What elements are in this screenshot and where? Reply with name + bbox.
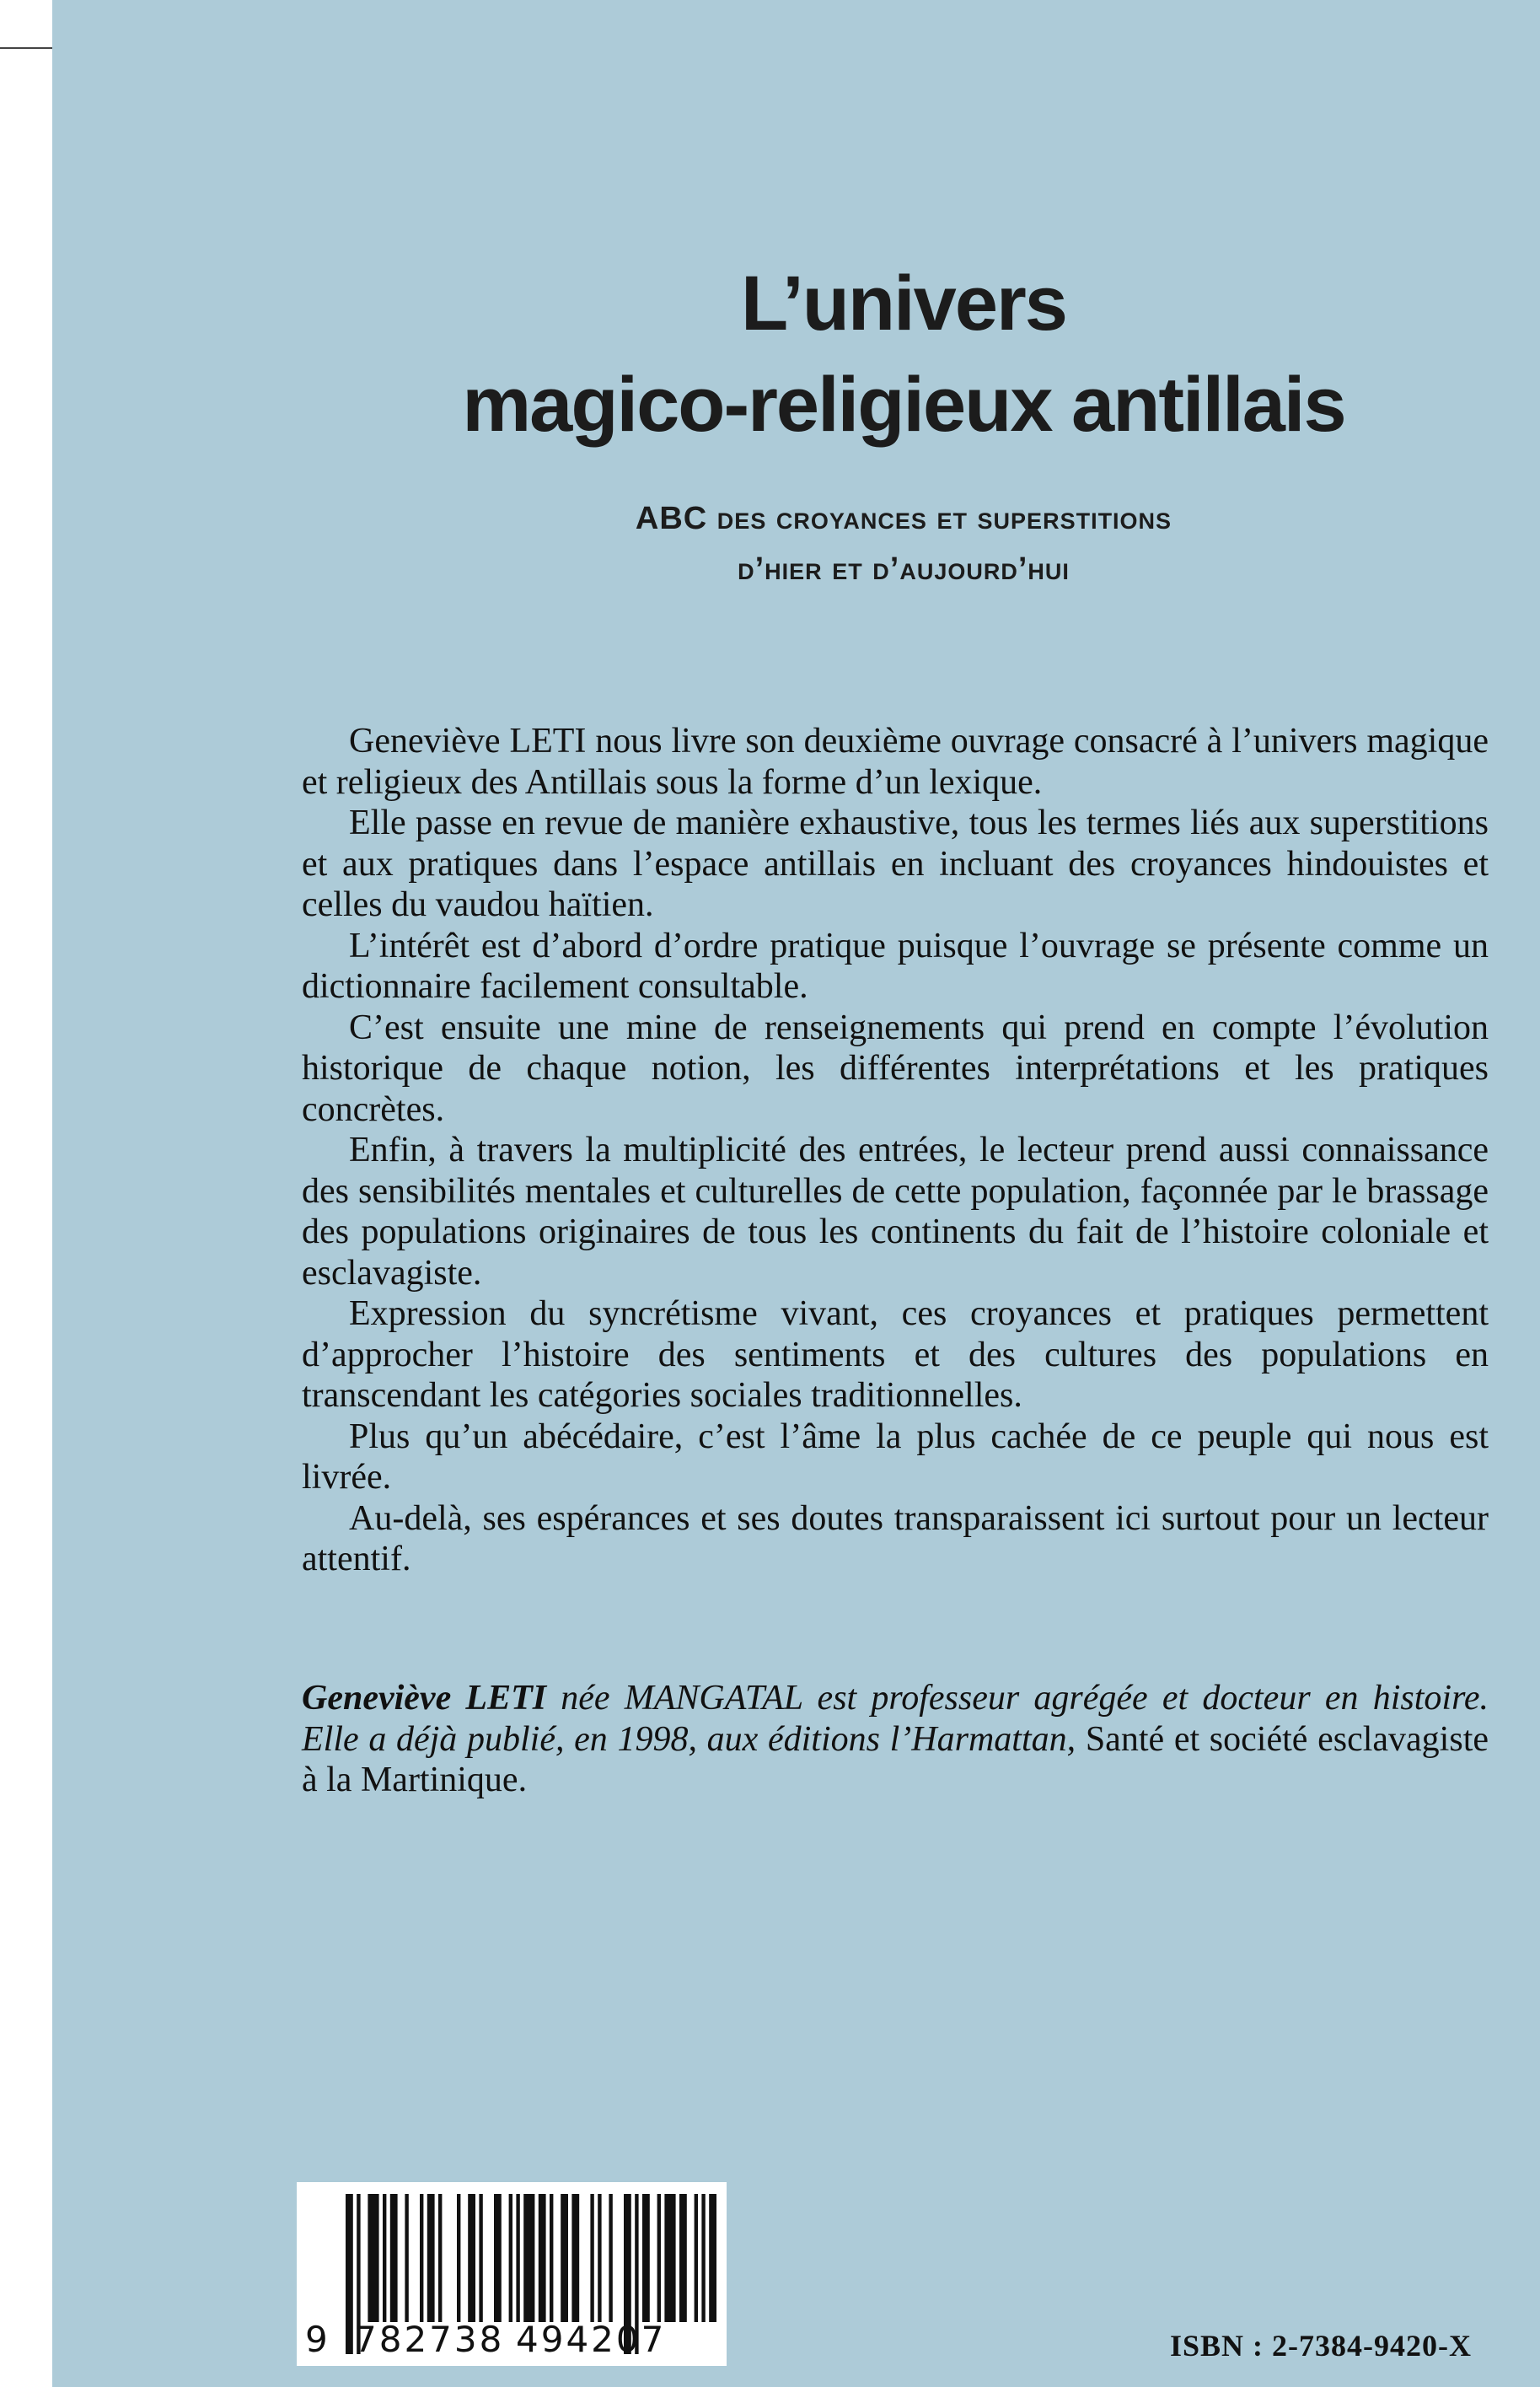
barcode-bar — [427, 2194, 435, 2322]
barcode-bar — [701, 2194, 705, 2322]
blurb-paragraph: Expression du syncrétisme vivant, ces croyances et pratiques permettent d’approcher l’histoire des sentiments et des cultures des populations en transcendant les catégories sociales traditionnelles. — [302, 1294, 1489, 1415]
barcode-bar — [657, 2194, 661, 2322]
blurb-paragraph: Elle passe en revue de manière exhaustive, tous les termes liés aux superstitions et aux pratiques dans l’espace antillais en incluant des croyances hindouistes et celles du vaudou haïtien. — [302, 804, 1489, 924]
barcode-bar — [590, 2194, 593, 2322]
barcode-bar — [609, 2194, 612, 2322]
barcode-bar — [509, 2194, 512, 2322]
book-subtitle-line-2: d’hier et d’aujourd’hui — [738, 551, 1070, 587]
blurb-paragraph: Enfin, à travers la multiplicité des entrées, le lecteur prend aussi connaissance des sensibilités mentales et culturelles de cette population, façonnée par le brassage des populations originaires de tous les continents du fait de l’histoire coloniale et esclavagiste. — [302, 1131, 1489, 1293]
barcode-bar — [368, 2194, 378, 2322]
barcode-bar — [642, 2194, 650, 2322]
book-subtitle — [322, 493, 1485, 594]
barcode-bar — [468, 2194, 475, 2322]
barcode-bar — [709, 2194, 716, 2322]
barcode-bar — [664, 2194, 675, 2322]
isbn: ISBN : 2-7384-9420-X — [1170, 2329, 1472, 2363]
barcode-bar — [539, 2194, 546, 2322]
blurb-paragraph: Au-delà, ses espérances et ses doutes transparaissent ici surtout pour un lecteur attentif. — [302, 1498, 1489, 1578]
barcode-bar — [346, 2194, 353, 2354]
barcode-digits-group-1: 782738 — [354, 2319, 505, 2360]
barcode-bar — [516, 2194, 519, 2322]
blurb — [302, 721, 1489, 1580]
barcode-bar — [438, 2194, 442, 2322]
barcode-bar — [420, 2194, 423, 2322]
blurb-paragraph: Geneviève LETI nous livre son deuxième ouvrage consacré à l’univers magique et religieux des Antillais sous la forme d’un lexique. — [302, 722, 1489, 802]
barcode-bar — [405, 2194, 408, 2322]
author-bio-text: née MANGATAL est professeur agrégée et docteur en histoire. Elle a déjà publié, en 1998, aux éditions l’Harmattan, — [302, 1679, 1489, 1759]
author-name: Geneviève LETI — [302, 1679, 547, 1718]
barcode-bar — [457, 2194, 460, 2322]
barcode-digits-group-2: 494207 — [516, 2319, 667, 2360]
barcode-bar — [550, 2194, 553, 2322]
previous-book-title: Santé et société esclavagiste à la Martinique. — [302, 1719, 1489, 1799]
barcode-bar — [598, 2194, 601, 2322]
barcode-bar — [695, 2194, 698, 2322]
barcode-bar — [494, 2194, 502, 2322]
book-subtitle-line-1: ABC des croyances et superstitions — [635, 501, 1172, 536]
barcode-lead-digit: 9 — [305, 2319, 328, 2360]
barcode-bar — [679, 2194, 687, 2322]
book-title — [322, 253, 1485, 455]
book-title-line-1: L’univers — [741, 261, 1066, 347]
book-title-line-2: magico-religieux antillais — [462, 362, 1345, 448]
blurb-paragraph: C’est ensuite une mine de renseignements qui prend en compte l’évolution historique de chaque notion, les différentes interprétations et les pratiques concrètes. — [302, 1008, 1489, 1129]
barcode-bar — [561, 2194, 568, 2322]
barcode-bar — [479, 2194, 482, 2322]
blurb-paragraph: L’intérêt est d’abord d’ordre pratique puisque l’ouvrage se présente comme un dictionnaire facilement consultable. — [302, 926, 1489, 1006]
barcode-bar — [383, 2194, 386, 2322]
author-bio — [302, 1678, 1489, 1801]
barcode-bar — [390, 2194, 398, 2322]
blurb-paragraph: Plus qu’un abécédaire, c’est l’âme la plus cachée de ce peuple qui nous est livrée. — [302, 1417, 1489, 1497]
barcode-bar — [571, 2194, 579, 2322]
barcode-bar — [523, 2194, 534, 2322]
